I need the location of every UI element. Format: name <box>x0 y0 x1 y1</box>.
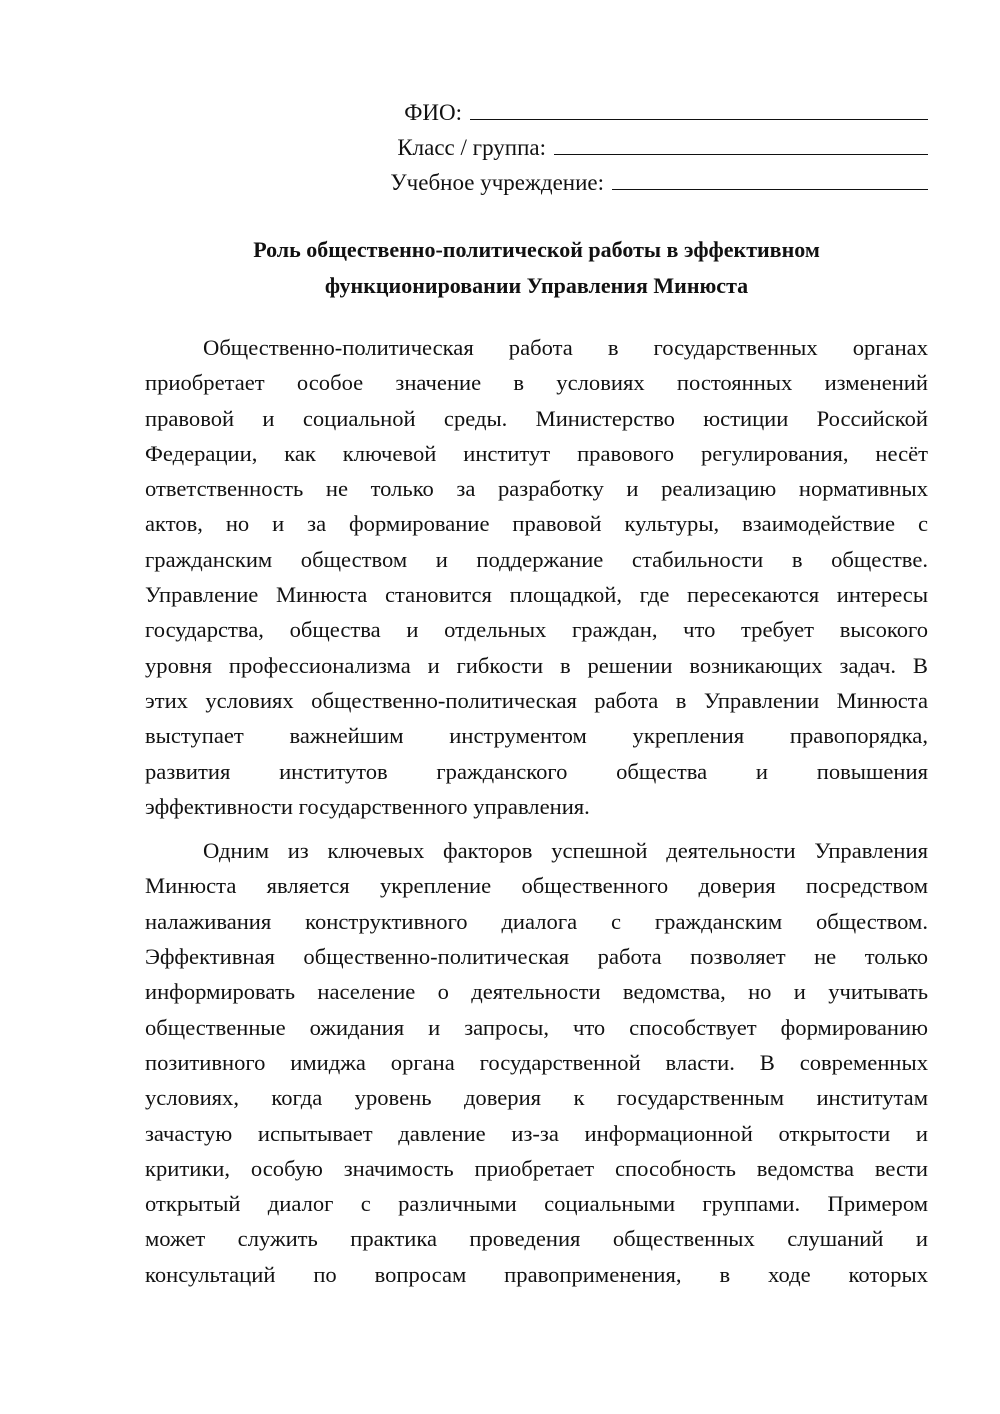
paragraph-line: открытый диалог с различными социальными группами. Примером <box>145 1191 928 1217</box>
paragraph-line: развития институтов гражданского общества и повышения <box>145 758 928 784</box>
title-line-1: Роль общественно-политической работы в эффективном <box>253 237 820 262</box>
paragraph-line: позитивного имиджа органа государственной власти. В современных <box>145 1049 928 1075</box>
paragraph-line: условиях, когда уровень доверия к государственным институтам <box>145 1085 928 1111</box>
institution-blank-line <box>612 165 928 190</box>
paragraph-line: может служить практика проведения общественных слушаний и <box>145 1226 928 1252</box>
paragraph-line: государства, общества и отдельных граждан, что требует высокого <box>145 617 928 643</box>
institution-label: Учебное учреждение: <box>390 170 604 195</box>
paragraph-line: общественные ожидания и запросы, что способствует формированию <box>145 1014 928 1040</box>
fio-label: ФИО: <box>404 100 462 125</box>
paragraph-line: уровня профессионализма и гибкости в решении возникающих задач. В <box>145 652 928 678</box>
paragraph-line: эффективности государственного управления. <box>145 793 590 819</box>
paragraph-line: Федерации, как ключевой институт правового регулирования, несёт <box>145 440 928 466</box>
paragraph-line: правовой и социальной среды. Министерство юстиции Российской <box>145 405 928 431</box>
paragraph-line: Общественно-политическая работа в государственных органах <box>203 335 928 360</box>
title-line-2: функционировании Управления Минюста <box>324 273 749 298</box>
paragraph-line: зачастую испытывает давление из-за информационной открытости и <box>145 1120 928 1146</box>
paragraph-line: налаживания конструктивного диалога с гражданским обществом. <box>145 908 928 934</box>
paragraph-line: Эффективная общественно-политическая работа позволяет не только <box>145 944 928 970</box>
paragraph-line: гражданским обществом и поддержание стабильности в обществе. <box>145 546 928 572</box>
paragraph-line: этих условиях общественно-политическая работа в Управлении Минюста <box>145 687 928 713</box>
class-blank-line <box>554 130 928 155</box>
fio-blank-line <box>470 95 928 120</box>
paragraph-line: ответственность не только за разработку и реализацию нормативных <box>145 476 928 502</box>
paragraph-line: критики, особую значимость приобретает способность ведомства вести <box>145 1155 928 1181</box>
student-info-fields <box>0 95 928 200</box>
document-title <box>145 232 928 304</box>
paragraph-line: консультаций по вопросам правоприменения, в ходе которых <box>145 1261 928 1287</box>
paragraph-1 <box>145 330 928 824</box>
class-label: Класс / группа: <box>397 135 546 160</box>
body-text <box>145 330 928 1301</box>
institution-row <box>0 165 928 200</box>
paragraph-line: Управление Минюста становится площадкой, где пересекаются интересы <box>145 582 928 608</box>
paragraph-line: Одним из ключевых факторов успешной деятельности Управления <box>203 838 928 864</box>
fio-row <box>0 95 928 130</box>
paragraph-line: информировать население о деятельности ведомства, но и учитывать <box>145 979 928 1005</box>
paragraph-line: приобретает особое значение в условиях постоянных изменений <box>145 370 928 396</box>
paragraph-2 <box>145 833 928 1292</box>
paragraph-line: выступает важнейшим инструментом укрепления правопорядка, <box>145 723 928 749</box>
class-row <box>0 130 928 165</box>
paragraph-line: актов, но и за формирование правовой культуры, взаимодействие с <box>145 511 928 537</box>
paragraph-line: Минюста является укрепление общественного доверия посредством <box>145 873 928 899</box>
